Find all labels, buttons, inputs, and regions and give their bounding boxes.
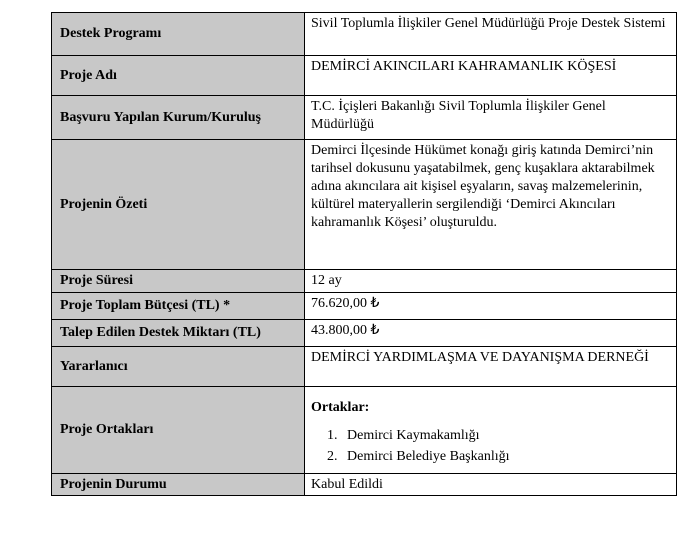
- row-value-yararlanici: DEMİRCİ YARDIMLAŞMA VE DAYANIŞMA DERNEĞİ: [305, 347, 677, 387]
- table-row: [52, 13, 677, 56]
- table-row: [52, 140, 677, 270]
- table-row: [52, 474, 677, 496]
- table-row: [52, 56, 677, 96]
- row-label-proje-suresi: Proje Süresi: [52, 270, 305, 293]
- row-label-destek-miktari: Talep Edilen Destek Miktarı (TL): [52, 320, 305, 347]
- list-item: 1. Demirci Kaymakamlığı: [341, 425, 670, 446]
- table-row: [52, 387, 677, 474]
- table-row: [52, 96, 677, 140]
- row-value-basvuru-kurum: T.C. İçişleri Bakanlığı Sivil Toplumla İlişkiler Genel Müdürlüğü: [305, 96, 677, 140]
- partners-list: [311, 425, 670, 467]
- partners-title: Ortaklar:: [311, 400, 370, 415]
- row-label-proje-durumu: Projenin Durumu: [52, 474, 305, 496]
- row-label-toplam-butce: Proje Toplam Bütçesi (TL) *: [52, 293, 305, 320]
- table-row: [52, 270, 677, 293]
- row-value-toplam-butce: 76.620,00 ₺: [305, 293, 677, 320]
- row-value-proje-adi: DEMİRCİ AKINCILARI KAHRAMANLIK KÖŞESİ: [305, 56, 677, 96]
- row-label-basvuru-kurum: Başvuru Yapılan Kurum/Kuruluş: [52, 96, 305, 140]
- row-value-destek-programi: Sivil Toplumla İlişkiler Genel Müdürlüğü Proje Destek Sistemi: [305, 13, 677, 56]
- row-label-proje-ortaklari: Proje Ortakları: [52, 387, 305, 474]
- row-value-proje-durumu: Kabul Edildi: [305, 474, 677, 496]
- row-value-destek-miktari: 43.800,00 ₺: [305, 320, 677, 347]
- row-value-proje-ortaklari: [305, 387, 677, 474]
- table-row: [52, 320, 677, 347]
- row-label-yararlanici: Yararlanıcı: [52, 347, 305, 387]
- row-value-proje-ozeti: Demirci İlçesinde Hükümet konağı giriş katında Demirci’nin tarihsel dokusunu yaşatabilmek, genç kuşaklara aktarabilmek adına akıncılara ait kişisel eşyaların, savaş malzemelerinin, kültürel materyallerin sergilendiği ‘Demirci Akıncıları kahramanlık Köşesi’ oluşturuldu.: [305, 140, 677, 270]
- row-label-destek-programi: Destek Programı: [52, 13, 305, 56]
- row-label-proje-ozeti: Projenin Özeti: [52, 140, 305, 270]
- list-item: 2. Demirci Belediye Başkanlığı: [341, 446, 670, 467]
- row-value-proje-suresi: 12 ay: [305, 270, 677, 293]
- table-row: [52, 293, 677, 320]
- row-label-proje-adi: Proje Adı: [52, 56, 305, 96]
- project-info-table: [51, 12, 677, 496]
- table-row: [52, 347, 677, 387]
